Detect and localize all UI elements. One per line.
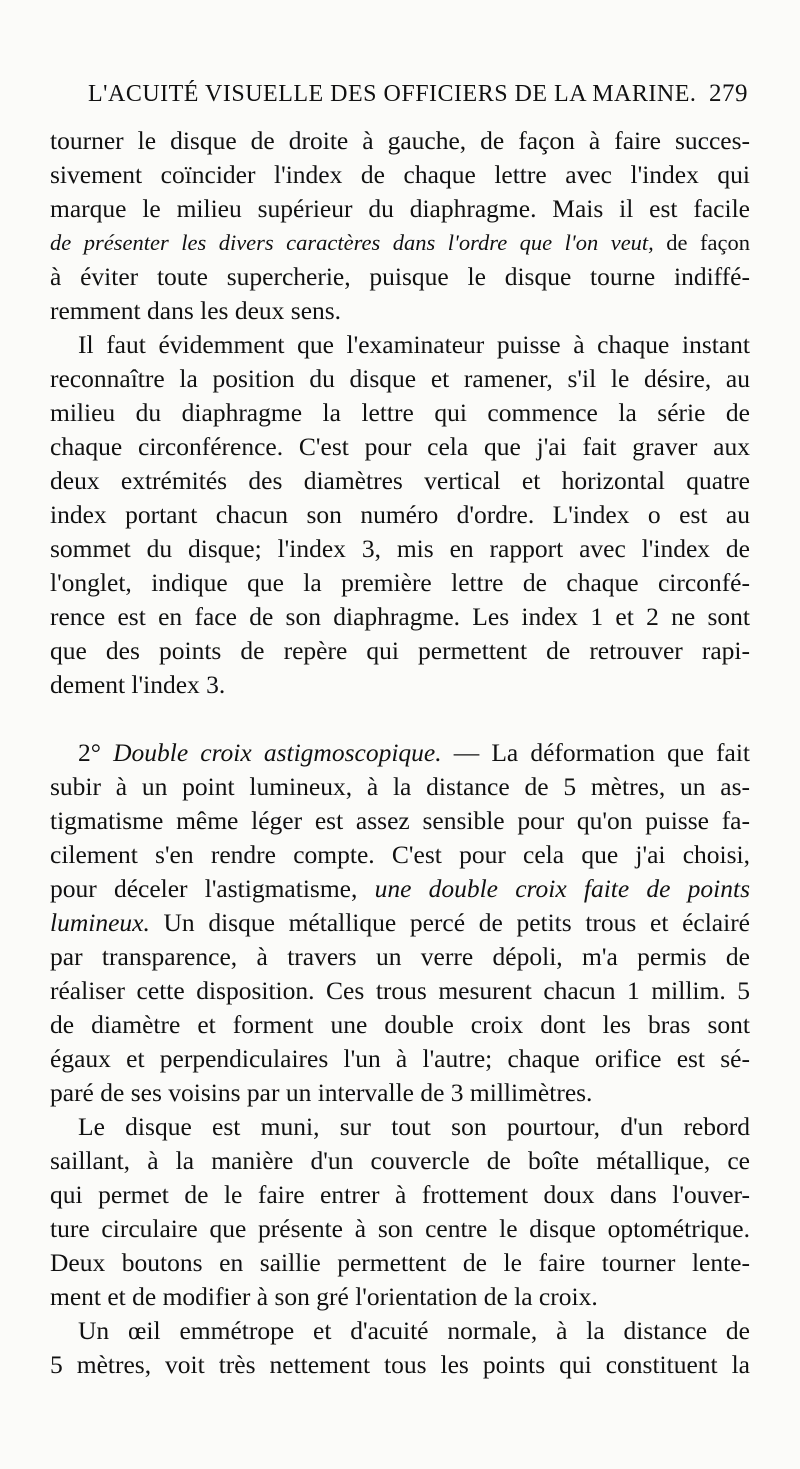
text-line: 5 mètres, voit très nettement tous les points qui constituent la [50, 1350, 750, 1379]
text-line: cilement s'en rendre compte. C'est pour cela que j'ai choisi, [50, 840, 750, 869]
text-line: paré de ses voisins par un intervalle de 3 millimètres. [50, 1078, 593, 1107]
text-line: reconnaître la position du disque et ramener, s'il le désire, au [50, 364, 750, 393]
text-line-italic-phrase: de présenter les divers caractères dans l'ordre que l'on veut, de façon [50, 230, 751, 255]
text-line: rence est en face de son diaphragme. Les index 1 et 2 ne sont [50, 602, 750, 631]
text-line: l'onglet, indique que la première lettre de chaque circonfé- [50, 568, 750, 597]
page-number: 279 [709, 80, 748, 107]
text-line: remment dans les deux sens. [50, 296, 342, 325]
text-line: de diamètre et forment une double croix dont les bras sont [50, 1010, 750, 1039]
section-heading-line: 2° Double croix astigmoscopique. — La déformation que fait [78, 738, 751, 767]
text-line: égaux et perpendiculaires l'un à l'autre; chaque orifice est sé- [50, 1044, 750, 1073]
text-line: qui permet de le faire entrer à frottement doux dans l'ouver- [50, 1180, 750, 1209]
text-line: chaque circonférence. C'est pour cela que j'ai fait graver aux [50, 432, 750, 461]
running-title: L'ACUITÉ VISUELLE DES OFFICIERS DE LA MARINE. [88, 81, 697, 107]
text-line: Deux boutons en saillie permettent de le faire tourner lente- [50, 1248, 750, 1277]
text-line-italic-phrase: pour déceler l'astigmatisme, une double croix faite de points [50, 874, 750, 903]
italic-phrase: une double croix faite de points [374, 874, 750, 903]
text-line: réaliser cette disposition. Ces trous mesurent chacun 1 millim. 5 [50, 976, 750, 1005]
text-line: sivement coïncider l'index de chaque lettre avec l'index qui [50, 160, 750, 189]
text-line: ment et de modifier à son gré l'orientation de la croix. [50, 1282, 598, 1311]
text-line-italic-phrase: lumineux. Un disque métallique percé de petits trous et éclairé [50, 908, 750, 937]
italic-phrase: lumineux. [50, 908, 150, 937]
text-line: à éviter toute supercherie, puisque le disque tourne indiffé- [50, 262, 750, 291]
section-heading-italic: Double croix astigmoscopique. [113, 738, 442, 767]
text-line: sommet du disque; l'index 3, mis en rapport avec l'index de [50, 534, 750, 563]
text-line: milieu du diaphragme la lettre qui commence la série de [50, 398, 750, 427]
running-header [88, 80, 748, 120]
text-line: par transparence, à travers un verre dépoli, m'a permis de [50, 942, 750, 971]
text-line: saillant, à la manière d'un couvercle de boîte métallique, ce [50, 1146, 750, 1175]
text-line: index portant chacun son numéro d'ordre. L'index o est au [50, 500, 750, 529]
italic-phrase: de présenter les divers caractères dans l'ordre que l'on veut, [50, 230, 654, 255]
text-line: tigmatisme même léger est assez sensible pour qu'on puisse fa- [50, 806, 750, 835]
text-line: que des points de repère qui permettent de retrouver rapi- [50, 636, 750, 665]
text-line: Un œil emmétrope et d'acuité normale, à la distance de [78, 1316, 750, 1345]
text-line: Le disque est muni, sur tout son pourtour, d'un rebord [78, 1112, 750, 1141]
text-line: Il faut évidemment que l'examinateur puisse à chaque instant [78, 330, 750, 359]
text-line: marque le milieu supérieur du diaphragme. Mais il est facile [50, 194, 750, 223]
text-line: dement l'index 3. [50, 670, 226, 699]
text-line: tourner le disque de droite à gauche, de façon à faire succes- [50, 126, 750, 155]
text-line: ture circulaire que présente à son centre le disque optométrique. [50, 1214, 750, 1243]
text-line: subir à un point lumineux, à la distance de 5 mètres, un as- [50, 772, 750, 801]
text-line: deux extrémités des diamètres vertical et horizontal quatre [50, 466, 750, 495]
